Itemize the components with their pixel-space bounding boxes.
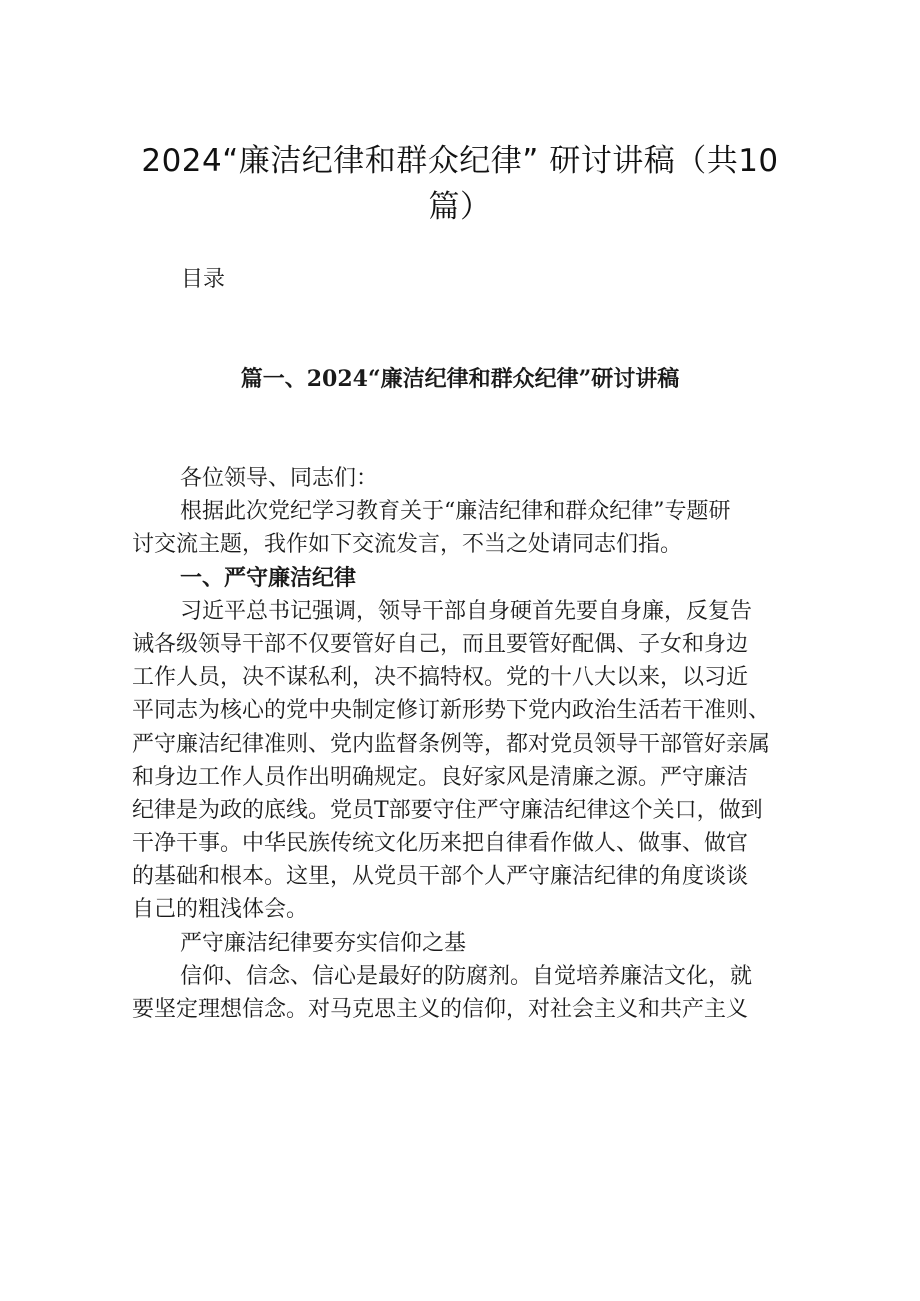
paragraph-line: 自己的粗浅体会。 (132, 897, 309, 923)
chapter-title: 篇一、2024“廉洁纪律和群众纪律”研讨讲稿 (240, 366, 680, 392)
paragraph-line: 要坚定理想信念。对马克思主义的信仰，对社会主义和共产主义 (132, 997, 749, 1022)
paragraph-line: 干净干事。中华民族传统文化历来把自律看作做人、做事、做官 (132, 831, 749, 857)
paragraph-line: 纪律是为政的底线。党员T部要守住严守廉洁纪律这个关口，做到 (132, 797, 763, 823)
paragraph-line: 平同志为核心的党中央制定修订新形势下党内政治生活若干准则、 (132, 698, 771, 724)
paragraph-line: 的基础和根本。这里，从党员干部个人严守廉洁纪律的角度谈谈 (132, 864, 749, 890)
paragraph-line: 严守廉洁纪律要夯实信仰之基 (180, 930, 467, 956)
paragraph-line: 习近平总书记强调，领导干部自身硬首先要自身廉，反复告 (180, 598, 753, 624)
paragraph-line: 诫各级领导干部不仅要管好自己，而且要管好配偶、子女和身边 (132, 631, 749, 657)
paragraph-line: 各位领导、同志们： (180, 466, 379, 491)
paragraph-line: 严守廉洁纪律准则、党内监督条例等，都对党员领导干部管好亲属 (132, 731, 771, 757)
paragraph-line: 和身边工作人员作出明确规定。良好家风是清廉之源。严守廉洁 (132, 764, 749, 790)
title-line-2: 篇） (428, 189, 492, 225)
toc-label: 目录 (181, 267, 226, 292)
body-text (132, 462, 792, 1026)
title-line-1: 2024“廉洁纪律和群众纪律” 研讨讲稿（共10 (141, 143, 779, 179)
section-heading: 一、严守廉洁纪律 (180, 564, 357, 591)
paragraph-line: 根据此次党纪学习教育关于“廉洁纪律和群众纪律”专题研 (180, 499, 731, 525)
paragraph-line: 工作人员，决不谋私利，决不搞特权。党的十八大以来，以习近 (132, 665, 749, 691)
document-title (120, 138, 800, 230)
paragraph-line: 讨交流主题，我作如下交流发言，不当之处请同志们指。 (132, 532, 683, 558)
paragraph-line: 信仰、信念、信心是最好的防腐剂。自觉培养廉洁文化，就 (180, 963, 753, 989)
